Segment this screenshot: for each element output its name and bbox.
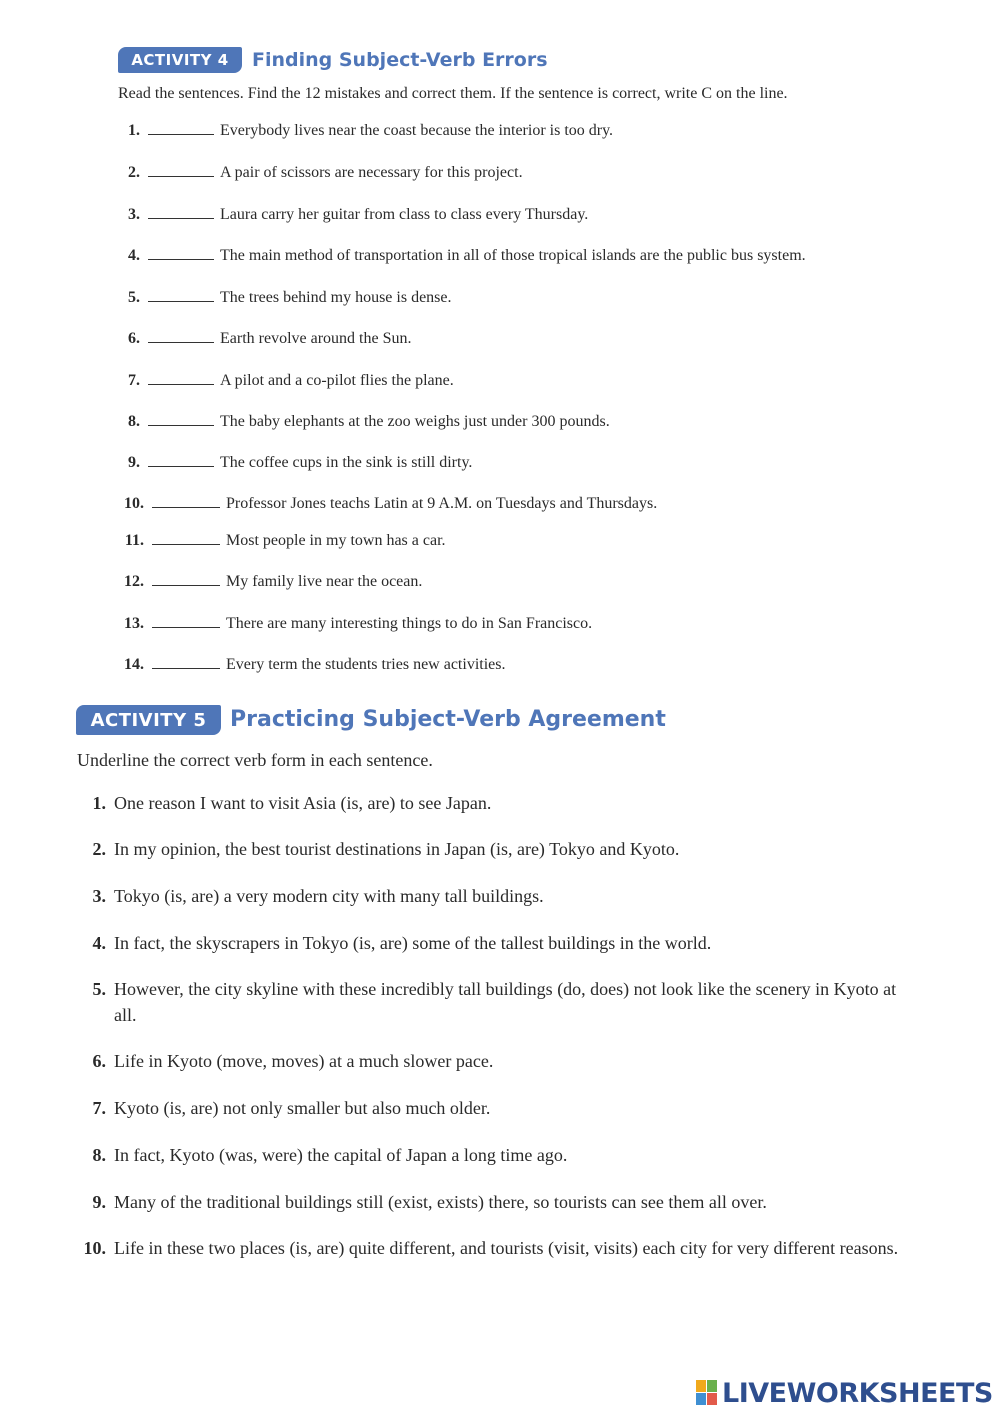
item-number: 3.	[92, 886, 106, 906]
item-number: 2.	[128, 164, 140, 181]
activity-4-item	[110, 204, 588, 224]
activity-4-item	[110, 370, 454, 390]
item-number: 2.	[92, 839, 106, 859]
item-sentence: A pilot and a co-pilot flies the plane.	[220, 372, 454, 389]
item-sentence: Laura carry her guitar from class to class every Thursday.	[220, 206, 589, 223]
activity-4-instructions: Read the sentences. Find the 12 mistakes and correct them. If the sentence is correct, write C on the line.	[118, 85, 788, 102]
item-number: 10.	[124, 495, 144, 512]
activity-4-item	[110, 452, 472, 472]
answer-blank[interactable]	[148, 370, 214, 385]
activity-4-item	[110, 530, 446, 550]
answer-blank[interactable]	[148, 120, 214, 135]
activity-5-item	[78, 790, 923, 816]
activity-5-item	[78, 1142, 923, 1168]
item-number: 5.	[128, 289, 140, 306]
answer-blank[interactable]	[152, 530, 220, 545]
item-sentence: Every term the students tries new activities.	[226, 656, 506, 673]
item-number: 9.	[92, 1192, 106, 1212]
item-number: 3.	[128, 206, 140, 223]
item-number: 8.	[128, 413, 140, 430]
item-number: 5.	[92, 979, 106, 999]
activity-4-item	[110, 613, 592, 633]
item-sentence: Tokyo (is, are) a very modern city with many tall buildings.	[114, 886, 544, 906]
item-number: 10.	[83, 1238, 106, 1258]
answer-blank[interactable]	[148, 411, 214, 426]
activity-4-title: Finding Subject-Verb Errors	[252, 49, 548, 71]
activity-5-instructions: Underline the correct verb form in each sentence.	[77, 750, 433, 770]
item-sentence: My family live near the ocean.	[226, 573, 423, 590]
item-number: 13.	[124, 615, 144, 632]
item-sentence: The trees behind my house is dense.	[220, 289, 452, 306]
item-number: 11.	[124, 532, 144, 549]
activity-4-item	[110, 245, 806, 265]
item-number: 4.	[128, 247, 140, 264]
item-sentence: However, the city skyline with these incredibly tall buildings (do, does) not look like the scenery in Kyoto at all.	[114, 979, 897, 1025]
activity-5-item	[78, 836, 923, 862]
item-sentence: Life in Kyoto (move, moves) at a much slower pace.	[114, 1051, 494, 1071]
item-sentence: A pair of scissors are necessary for this project.	[220, 164, 523, 181]
answer-blank[interactable]	[148, 204, 214, 219]
item-number: 7.	[92, 1098, 106, 1118]
item-number: 1.	[128, 122, 140, 139]
item-sentence: Most people in my town has a car.	[226, 532, 446, 549]
item-sentence: In fact, the skyscrapers in Tokyo (is, are) some of the tallest buildings in the world.	[114, 933, 712, 953]
item-number: 4.	[92, 933, 106, 953]
activity-5-item	[78, 1235, 923, 1261]
item-number: 14.	[124, 656, 144, 673]
answer-blank[interactable]	[148, 328, 214, 343]
item-sentence: Kyoto (is, are) not only smaller but also much older.	[114, 1098, 491, 1118]
item-number: 1.	[92, 793, 106, 813]
activity-5-badge: ACTIVITY 5	[76, 705, 221, 735]
item-number: 8.	[92, 1145, 106, 1165]
activity-5-item	[78, 1189, 923, 1215]
activity-4-item	[110, 571, 422, 591]
item-sentence: One reason I want to visit Asia (is, are) to see Japan.	[114, 793, 492, 813]
activity-4-item	[110, 120, 613, 140]
item-sentence: Many of the traditional buildings still (exist, exists) there, so tourists can see them all over.	[114, 1192, 767, 1212]
item-number: 9.	[128, 454, 140, 471]
activity-4-item	[110, 287, 452, 307]
item-sentence: Professor Jones teachs Latin at 9 A.M. on Tuesdays and Thursdays.	[226, 495, 658, 512]
answer-blank[interactable]	[152, 571, 220, 586]
answer-blank[interactable]	[148, 287, 214, 302]
item-number: 12.	[124, 573, 144, 590]
activity-5-item	[78, 1048, 923, 1074]
item-sentence: The main method of transportation in all of those tropical islands are the public bus system.	[220, 247, 806, 264]
item-sentence: The baby elephants at the zoo weighs just under 300 pounds.	[220, 413, 610, 430]
activity-4-item	[110, 411, 610, 431]
answer-blank[interactable]	[148, 245, 214, 260]
activity-4-item	[110, 493, 657, 513]
item-number: 7.	[128, 372, 140, 389]
activity-5-item	[78, 976, 923, 1028]
liveworksheets-wordmark: LIVEWORKSHEETS	[722, 1377, 993, 1409]
item-sentence: In my opinion, the best tourist destinations in Japan (is, are) Tokyo and Kyoto.	[114, 839, 680, 859]
activity-5-title: Practicing Subject-Verb Agreement	[230, 707, 666, 732]
item-number: 6.	[92, 1051, 106, 1071]
answer-blank[interactable]	[152, 654, 220, 669]
activity-4-item	[110, 328, 412, 348]
activity-4-badge: ACTIVITY 4	[118, 47, 242, 73]
item-sentence: Everybody lives near the coast because the interior is too dry.	[220, 122, 614, 139]
item-sentence: In fact, Kyoto (was, were) the capital of Japan a long time ago.	[114, 1145, 568, 1165]
activity-5-item	[78, 883, 923, 909]
item-number: 6.	[128, 330, 140, 347]
activity-4-item	[110, 654, 505, 674]
item-sentence: The coffee cups in the sink is still dirty.	[220, 454, 473, 471]
activity-4-item	[110, 162, 523, 182]
answer-blank[interactable]	[152, 613, 220, 628]
liveworksheets-logo-icon	[696, 1380, 718, 1406]
activity-5-item	[78, 1095, 923, 1121]
liveworksheets-watermark	[696, 1378, 993, 1408]
activity-5-item	[78, 930, 923, 956]
item-sentence: There are many interesting things to do in San Francisco.	[226, 615, 593, 632]
answer-blank[interactable]	[148, 452, 214, 467]
answer-blank[interactable]	[152, 493, 220, 508]
item-sentence: Earth revolve around the Sun.	[220, 330, 412, 347]
answer-blank[interactable]	[148, 162, 214, 177]
item-sentence: Life in these two places (is, are) quite different, and tourists (visit, visits) each city for very different reasons.	[114, 1238, 899, 1258]
